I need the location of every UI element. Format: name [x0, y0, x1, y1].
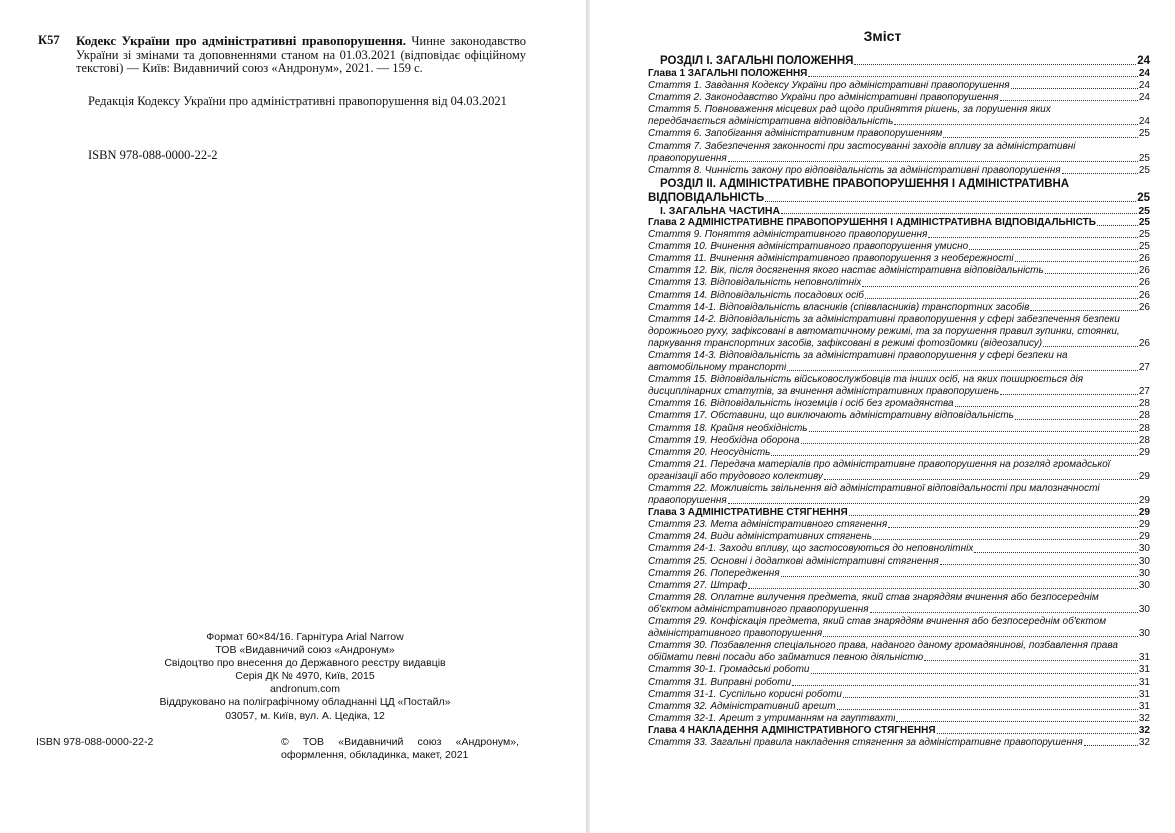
toc-entry-row: [648, 241, 1150, 253]
toc-entry[interactable]: [648, 265, 1150, 277]
toc-entry-page: 31: [1138, 664, 1150, 676]
toc-entry-page: 25: [1138, 128, 1150, 140]
toc-entry-title-line: Стаття 14-3. Відповідальність за адміністративні правопорушення у сфері безпеки на: [648, 349, 1068, 361]
toc-entry-page: 25: [1138, 164, 1150, 176]
toc-entry-row: [648, 677, 1150, 689]
toc-entry-title-line: Стаття 22. Можливість звільнення від адміністративної відповідальності при малозначності: [648, 483, 1100, 494]
toc-entry-row: [648, 362, 1150, 374]
toc-entry-title-line: Стаття 28. Оплатне вилучення предмета, який став знаряддям вчинення або безпосереднім: [648, 591, 1099, 603]
toc-entry[interactable]: [648, 519, 1150, 531]
toc-leader-dots: [1097, 225, 1138, 226]
toc-entry-title: Глава 4 НАКЛАДЕННЯ АДМІНІСТРАТИВНОГО СТЯГНЕННЯ: [648, 724, 936, 736]
toc-leader-dots: [1084, 745, 1138, 746]
toc-entry-title-line: Стаття 29. Конфіскація предмета, який став знаряддям вчинення або безпосереднім об'єктом: [648, 616, 1107, 628]
toc-entry-title: Стаття 14. Відповідальність посадових осіб: [648, 289, 864, 301]
toc-entry-row: [648, 447, 1150, 459]
toc-entry-page: 27: [1138, 386, 1150, 398]
toc-leader-dots: [1045, 273, 1138, 274]
toc-entry-page: 27: [1138, 362, 1150, 374]
toc-leader-dots: [771, 455, 1137, 456]
imprint-line: andronum.com: [269, 683, 341, 696]
toc-entry[interactable]: [648, 423, 1150, 435]
toc-leader-dots: [873, 539, 1138, 540]
toc-entry-row: [648, 386, 1150, 398]
toc-entry-title: Стаття 24. Види адміністративних стягнень: [648, 531, 872, 543]
toc-entry[interactable]: [648, 141, 1150, 165]
imprint-line: 03057, м. Київ, вул. А. Цедіка, 12: [225, 709, 385, 722]
table-of-contents: [648, 54, 1150, 749]
toc-entry-title-line: Стаття 7. Забезпечення законності при застосуванні заходів впливу за адміністративні: [648, 140, 1076, 152]
toc-entry-title: Стаття 19. Необхідна оборона: [648, 434, 800, 446]
isbn-top: ISBN 978-088-0000-22-2: [88, 148, 218, 162]
imprint-line: Свідоцтво про внесення до Державного реєстру видавців: [164, 657, 446, 670]
toc-entry-page: 29: [1138, 507, 1150, 519]
toc-entry[interactable]: [648, 435, 1150, 447]
toc-entry-page: 32: [1138, 712, 1150, 724]
toc-entry-page: 25: [1138, 241, 1150, 253]
toc-entry-title: Стаття 25. Основні і додаткові адміністративні стягнення: [648, 555, 939, 567]
toc-entry-title: Стаття 16. Відповідальність іноземців і осіб без громадянства: [648, 398, 954, 410]
toc-entry[interactable]: [648, 483, 1150, 507]
toc-entry-page: 26: [1138, 337, 1150, 349]
toc-leader-dots: [765, 201, 1136, 202]
toc-entry-page: 25: [1138, 216, 1150, 228]
toc-entry-row: [648, 302, 1150, 314]
toc-entry-title: дисциплінарних статутів, за вчинення адміністративних правопорушень: [648, 386, 1000, 398]
toc-entry-page: 29: [1138, 519, 1150, 531]
toc-entry-row: [648, 737, 1150, 749]
toc-entry-page: 30: [1138, 543, 1150, 555]
toc-entry-title: паркування транспортних засобів, зафіксовані в режимі фотозйомки (відеозапису): [648, 337, 1043, 349]
toc-entry-title: обіймати певні посади або займатися певною діяльністю: [648, 652, 924, 664]
toc-leader-dots: [1015, 261, 1138, 262]
toc-leader-dots: [1030, 310, 1138, 311]
toc-leader-dots: [1043, 346, 1138, 347]
toc-entry[interactable]: [648, 92, 1150, 104]
toc-leader-dots: [811, 673, 1138, 674]
toc-entry-title: Стаття 31. Виправні роботи: [648, 676, 792, 688]
toc-leader-dots: [809, 431, 1138, 432]
toc-entry-row: [648, 568, 1150, 580]
toc-entry-row: [648, 531, 1150, 543]
toc-entry-page: 28: [1138, 410, 1150, 422]
toc-entry-page: 26: [1138, 289, 1150, 301]
toc-entry[interactable]: [648, 507, 1150, 519]
toc-leader-dots: [937, 733, 1138, 734]
imprint-line: Формат 60×84/16. Гарнітура Arial Narrow: [206, 631, 404, 643]
toc-entry-row: [648, 217, 1150, 229]
bibliographic-text: [76, 34, 526, 76]
toc-entry-page: 24: [1137, 55, 1150, 67]
toc-entry-row: [648, 128, 1150, 140]
toc-entry-row: [648, 68, 1150, 80]
toc-entry[interactable]: [648, 580, 1150, 592]
toc-entry[interactable]: [648, 80, 1150, 92]
toc-entry[interactable]: [648, 664, 1150, 676]
toc-entry[interactable]: [648, 543, 1150, 555]
toc-leader-dots: [862, 286, 1138, 287]
toc-entry-row: [648, 116, 1150, 128]
toc-entry-row: [648, 92, 1150, 104]
toc-leader-dots: [824, 479, 1138, 480]
toc-entry[interactable]: [648, 229, 1150, 241]
toc-entry[interactable]: [648, 410, 1150, 422]
toc-entry-title: Стаття 17. Обставини, що виключають адміністративну відповідальність: [648, 410, 1014, 422]
toc-entry-title: Стаття 24-1. Заходи впливу, що застосовуються до неповнолітніх: [648, 543, 974, 555]
toc-entry-title: Стаття 2. Законодавство України про адміністративні правопорушення: [648, 92, 999, 104]
toc-entry-row: [648, 290, 1150, 302]
toc-entry-title: Стаття 31-1. Суспільно корисні роботи: [648, 688, 842, 700]
toc-entry-row: [648, 701, 1150, 713]
toc-entry-row: [648, 604, 1150, 616]
imprint-line: ТОВ «Видавничий союз «Андронум»: [215, 644, 395, 657]
toc-entry-title: Стаття 20. Неосудність: [648, 446, 771, 458]
toc-entry-title: адміністративного правопорушення: [648, 628, 823, 640]
toc-entry-row: [648, 580, 1150, 592]
toc-leader-dots: [781, 213, 1137, 214]
toc-leader-dots: [1000, 394, 1138, 395]
toc-entry[interactable]: [648, 713, 1150, 725]
left-page: [0, 0, 586, 833]
toc-entry[interactable]: [648, 556, 1150, 568]
edition-note: Редакція Кодексу України про адміністративні правопорушення від 04.03.2021: [88, 94, 507, 108]
toc-entry-page: 24: [1138, 80, 1150, 92]
toc-entry-page: 24: [1138, 68, 1150, 79]
toc-entry-page: 28: [1138, 422, 1150, 434]
toc-entry-row: [648, 725, 1150, 737]
toc-entry-row: [648, 410, 1150, 422]
toc-entry-title: Стаття 26. Попередження: [648, 567, 780, 579]
toc-entry-row: [648, 664, 1150, 676]
library-code: К57: [38, 33, 60, 47]
toc-entry-row: [648, 435, 1150, 447]
toc-entry-page: 26: [1138, 301, 1150, 313]
toc-entry-page: 25: [1137, 191, 1150, 204]
toc-entry[interactable]: [648, 677, 1150, 689]
toc-entry-title: І. ЗАГАЛЬНА ЧАСТИНА: [660, 204, 781, 217]
toc-leader-dots: [1000, 100, 1138, 101]
toc-entry-row: [648, 689, 1150, 701]
toc-entry[interactable]: [648, 314, 1150, 350]
toc-entry[interactable]: [648, 689, 1150, 701]
toc-entry-row: [648, 153, 1150, 165]
toc-leader-dots: [748, 588, 1138, 589]
toc-entry-page: 30: [1138, 567, 1150, 579]
toc-entry-page: 26: [1138, 265, 1150, 277]
toc-entry[interactable]: [648, 447, 1150, 459]
toc-entry-title: Стаття 13. Відповідальність неповнолітніх: [648, 277, 862, 289]
isbn-bottom: ISBN 978-088-0000-22-2: [36, 736, 154, 748]
toc-leader-dots: [940, 564, 1138, 565]
toc-entry-title: Стаття 10. Вчинення адміністративного правопорушення умисно: [648, 241, 969, 253]
toc-entry[interactable]: [648, 241, 1150, 253]
toc-entry-title: Глава 3 АДМІНІСТРАТИВНЕ СТЯГНЕННЯ: [648, 507, 848, 519]
toc-entry-page: 26: [1138, 253, 1150, 265]
toc-leader-dots: [849, 515, 1138, 516]
toc-entry-page: 24: [1138, 116, 1150, 128]
toc-entry-title: Стаття 11. Вчинення адміністративного правопорушення з необережності: [648, 253, 1014, 265]
toc-entry-title: автомобільному транспорті: [648, 362, 787, 374]
toc-entry-row: [648, 398, 1150, 410]
toc-entry-row: [648, 543, 1150, 555]
toc-leader-dots: [1011, 88, 1138, 89]
toc-entry-title: Стаття 32-1. Арешт з утриманням на гауптвахті: [648, 712, 896, 724]
toc-leader-dots: [955, 406, 1138, 407]
toc-entry-title-line: Стаття 15. Відповідальність військовослужбовців та інших осіб, на яких поширюється дія: [648, 374, 1084, 386]
toc-entry-row: [648, 205, 1150, 217]
toc-leader-dots: [974, 552, 1138, 553]
toc-entry-row: [648, 471, 1150, 483]
toc-entry-row: [648, 556, 1150, 568]
toc-entry-row: [648, 277, 1150, 289]
toc-entry[interactable]: [648, 616, 1150, 640]
toc-entry[interactable]: [648, 177, 1150, 205]
toc-entry-title: організації або трудового колективу: [648, 470, 823, 482]
toc-leader-dots: [837, 709, 1138, 710]
toc-entry-title: Стаття 18. Крайня необхідність: [648, 422, 808, 434]
toc-leader-dots: [823, 636, 1138, 637]
toc-entry-page: 25: [1138, 152, 1150, 164]
toc-entry-page: 31: [1138, 652, 1150, 664]
toc-entry-page: 31: [1138, 688, 1150, 700]
toc-entry-row: [648, 519, 1150, 531]
toc-entry-row: [648, 165, 1150, 177]
toc-entry-title-line: Стаття 5. Повноваження місцевих рад щодо прийняття рішень, за порушення яких: [648, 104, 1051, 116]
toc-entry-title: Стаття 33. Загальні правила накладення стягнення за адміністративне правопорушення: [648, 736, 1083, 748]
toc-entry-title-line: Стаття 14-2. Відповідальність за адміністративні правопорушення у сфері забезпечення безпеки: [648, 313, 1120, 325]
toc-leader-dots: [924, 660, 1138, 661]
toc-leader-dots: [787, 370, 1138, 371]
toc-entry-row: [648, 628, 1150, 640]
toc-entry-title: Стаття 32. Адміністративний арешт: [648, 700, 836, 712]
toc-entry-page: 30: [1138, 579, 1150, 591]
toc-entry-row: [648, 423, 1150, 435]
toc-entry[interactable]: [648, 217, 1150, 229]
toc-entry-row: [648, 338, 1150, 350]
toc-leader-dots: [969, 249, 1138, 250]
toc-entry[interactable]: [648, 128, 1150, 140]
toc-entry[interactable]: [648, 592, 1150, 616]
toc-entry-title: Стаття 8. Чинність закону про відповідальність за адміністративні правопорушення: [648, 164, 1061, 176]
toc-leader-dots: [928, 237, 1138, 238]
toc-entry-title: Стаття 30-1. Громадські роботи: [648, 664, 810, 676]
toc-entry[interactable]: [648, 68, 1150, 80]
toc-entry-row: [648, 191, 1150, 205]
toc-entry[interactable]: [648, 568, 1150, 580]
toc-entry-row: [648, 507, 1150, 519]
toc-entry-title: Стаття 6. Запобігання адміністративним правопорушенням: [648, 128, 943, 140]
toc-leader-dots: [865, 298, 1138, 299]
toc-entry-row: [648, 652, 1150, 664]
toc-entry[interactable]: [648, 253, 1150, 265]
right-page: [590, 0, 1175, 833]
copyright-line: оформлення, обкладинка, макет, 2021: [281, 749, 469, 761]
toc-leader-dots: [801, 443, 1138, 444]
toc-entry[interactable]: [648, 165, 1150, 177]
book-title: Кодекс України про адміністративні правопорушення.: [76, 33, 407, 48]
toc-entry-title: передбачається адміністративна відповідальність: [648, 116, 894, 128]
toc-entry-page: 29: [1138, 495, 1150, 507]
toc-entry-title-line: РОЗДІЛ II. АДМІНІСТРАТИВНЕ ПРАВОПОРУШЕННЯ І АДМІНІСТРАТИВНА: [660, 177, 1070, 190]
bibliographic-entry: [38, 34, 526, 76]
toc-entry-page: 31: [1138, 700, 1150, 712]
toc-heading: Зміст: [863, 28, 902, 44]
toc-entry-page: 25: [1138, 229, 1150, 241]
toc-leader-dots: [1062, 173, 1138, 174]
toc-entry-title: Стаття 12. Вік, після досягнення якого настає адміністративна відповідальність: [648, 265, 1044, 277]
toc-leader-dots: [1015, 419, 1138, 420]
toc-entry-page: 30: [1138, 555, 1150, 567]
toc-entry-page: 32: [1138, 724, 1150, 736]
toc-entry-title: Стаття 14-1. Відповідальність власників (співвласників) транспортних засобів: [648, 301, 1030, 313]
toc-entry[interactable]: [648, 205, 1150, 217]
toc-entry-title: Стаття 23. Мета адміністративного стягнення: [648, 519, 888, 531]
toc-entry-page: 32: [1138, 736, 1150, 748]
toc-entry-row: [648, 229, 1150, 241]
toc-entry[interactable]: [648, 701, 1150, 713]
toc-entry-page: 24: [1138, 92, 1150, 104]
toc-entry[interactable]: [648, 350, 1150, 374]
toc-entry[interactable]: [648, 398, 1150, 410]
toc-leader-dots: [728, 161, 1138, 162]
toc-entry[interactable]: [648, 640, 1150, 664]
toc-entry-title: РОЗДІЛ І. ЗАГАЛЬНІ ПОЛОЖЕННЯ: [660, 55, 854, 67]
toc-entry-page: 29: [1138, 531, 1150, 543]
toc-entry-title: об'єктом адміністративного правопорушення: [648, 603, 869, 615]
toc-entry[interactable]: [648, 104, 1150, 128]
toc-leader-dots: [943, 137, 1137, 138]
toc-entry-row: [648, 253, 1150, 265]
toc-entry-title: ВІДПОВІДАЛЬНІСТЬ: [648, 191, 765, 204]
toc-leader-dots: [792, 685, 1138, 686]
toc-entry-page: 30: [1138, 603, 1150, 615]
toc-leader-dots: [896, 721, 1137, 722]
imprint-line: Серія ДК № 4970, Київ, 2015: [235, 670, 375, 683]
toc-entry[interactable]: [648, 277, 1150, 289]
toc-entry-row: [648, 495, 1150, 507]
toc-entry-title: Глава 2 АДМІНІСТРАТИВНЕ ПРАВОПОРУШЕННЯ І АДМІНІСТРАТИВНА ВІДПОВІДАЛЬНІСТЬ: [648, 216, 1096, 228]
toc-entry-title: правопорушення: [648, 152, 727, 164]
toc-entry-row: [648, 713, 1150, 725]
toc-entry-page: 26: [1138, 277, 1150, 289]
toc-leader-dots: [781, 576, 1138, 577]
toc-entry-page: 29: [1138, 470, 1150, 482]
book-description: Чинне законодавство України зі змінами та доповненнями станом на 01.03.2021 (відповідає офіційному текстові) — Київ: Видавничий союз «Андронум», 2021. — 159 с.: [76, 34, 527, 75]
imprint-line: Віддруковано на поліграфічному обладнанні ЦД «Постайл»: [159, 696, 451, 709]
toc-entry-page: 29: [1138, 446, 1150, 458]
toc-entry[interactable]: [648, 302, 1150, 314]
toc-entry[interactable]: [648, 737, 1150, 749]
toc-leader-dots: [854, 64, 1136, 65]
imprint-block: [40, 631, 570, 723]
toc-entry-row: [648, 54, 1150, 68]
toc-leader-dots: [728, 503, 1138, 504]
toc-entry-page: 30: [1138, 628, 1150, 640]
toc-entry-title-line: дорожнього руху, зафіксовані в автоматичному режимі, та за порушення правил зупинки, стоянки,: [648, 325, 1120, 337]
toc-entry-page: 25: [1138, 204, 1150, 217]
toc-entry[interactable]: [648, 374, 1150, 398]
toc-entry-title-line: Стаття 30. Позбавлення спеціального права, наданого даному громадянинові, позбавлення права: [648, 640, 1118, 652]
toc-leader-dots: [888, 527, 1138, 528]
toc-leader-dots: [808, 76, 1138, 77]
toc-entry-title: Стаття 27. Штраф: [648, 579, 748, 591]
toc-leader-dots: [870, 612, 1138, 613]
toc-entry-row: [648, 80, 1150, 92]
toc-entry-title: Стаття 9. Поняття адміністративного правопорушення: [648, 229, 928, 241]
toc-entry-page: 28: [1138, 434, 1150, 446]
toc-entry-title: Глава 1 ЗАГАЛЬНІ ПОЛОЖЕННЯ: [648, 68, 808, 79]
toc-entry-row: [648, 265, 1150, 277]
copyright-notice: [281, 736, 519, 762]
toc-entry-title: Стаття 1. Завдання Кодексу України про адміністративні правопорушення: [648, 80, 1010, 92]
toc-entry-title: правопорушення: [648, 495, 727, 507]
toc-leader-dots: [894, 124, 1138, 125]
toc-entry-page: 28: [1138, 398, 1150, 410]
toc-leader-dots: [843, 697, 1138, 698]
toc-entry[interactable]: [648, 459, 1150, 483]
toc-entry[interactable]: [648, 531, 1150, 543]
toc-entry[interactable]: [648, 290, 1150, 302]
toc-entry-page: 31: [1138, 676, 1150, 688]
toc-entry[interactable]: [648, 54, 1150, 68]
toc-entry-title-line: Стаття 21. Передача матеріалів про адміністративне правопорушення на розгляд громадської: [648, 458, 1110, 470]
copyright-line: © ТОВ «Видавничий союз «Андронум»,: [281, 736, 519, 748]
toc-entry[interactable]: [648, 725, 1150, 737]
